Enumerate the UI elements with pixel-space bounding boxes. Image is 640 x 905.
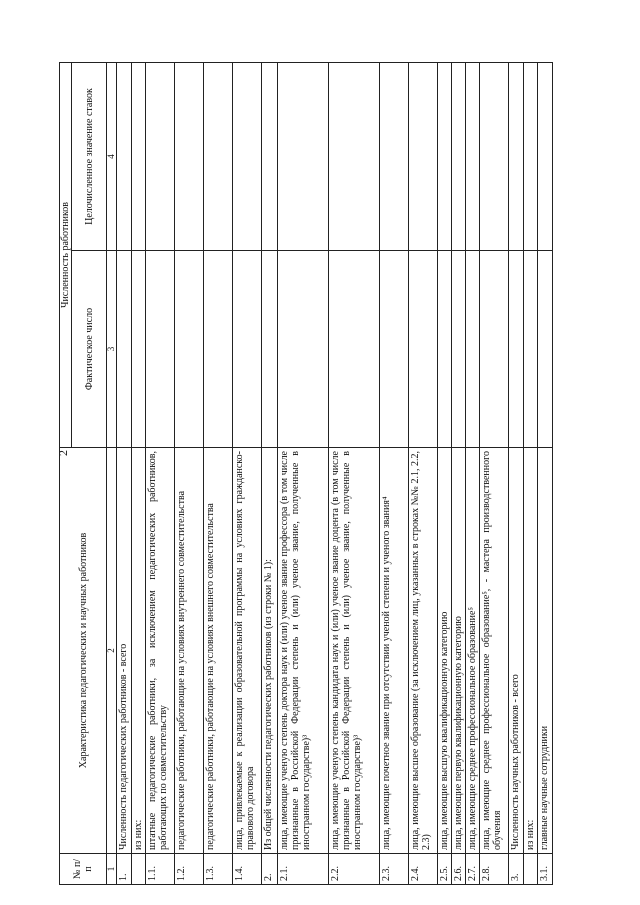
row-actual-count xyxy=(262,251,278,448)
column-numbers-row xyxy=(107,63,117,885)
row-characteristic: Численность научных работников - всего xyxy=(509,448,524,854)
row-characteristic: лица, имеющие почетное звание при отсутствии ученой степени и ученого звания⁴ xyxy=(380,448,409,854)
table-row xyxy=(509,63,524,885)
row-actual-count xyxy=(204,251,233,448)
row-fte-count xyxy=(278,63,329,251)
header-row xyxy=(60,63,72,885)
row-actual-count xyxy=(509,251,524,448)
row-characteristic: лица, имеющие среднее профессиональное образование⁵, - мастера производственного обучения xyxy=(480,448,509,854)
row-number: 2. xyxy=(262,854,278,885)
table-row xyxy=(117,63,132,885)
row-fte-count xyxy=(466,63,480,251)
row-characteristic: педагогические работники, работающие на условиях внешнего совместительства xyxy=(204,448,233,854)
row-fte-count xyxy=(380,63,409,251)
row-number: 2.5. xyxy=(438,854,452,885)
row-fte-count xyxy=(233,63,262,251)
table-row xyxy=(146,63,175,885)
col-number: 2 xyxy=(107,448,117,854)
staff-table xyxy=(59,62,553,885)
table-row xyxy=(438,63,452,885)
row-number xyxy=(524,854,538,885)
row-fte-count xyxy=(175,63,204,251)
row-characteristic: главные научные сотрудники xyxy=(538,448,553,854)
row-characteristic: лица, имеющие высшую квалификационную категорию xyxy=(438,448,452,854)
row-fte-count xyxy=(146,63,175,251)
row-characteristic: лица, имеющие первую квалификационную категорию xyxy=(452,448,466,854)
row-actual-count xyxy=(452,251,466,448)
row-characteristic: из них: xyxy=(132,448,146,854)
row-fte-count xyxy=(509,63,524,251)
table-row xyxy=(538,63,553,885)
row-characteristic: Численность педагогических работников - всего xyxy=(117,448,132,854)
row-number: 2.8. xyxy=(480,854,509,885)
table-row xyxy=(329,63,380,885)
row-characteristic: Из общей численности педагогических работников (из строки № 1): xyxy=(262,448,278,854)
table-row xyxy=(480,63,509,885)
row-actual-count xyxy=(329,251,380,448)
row-actual-count xyxy=(146,251,175,448)
table-row xyxy=(409,63,438,885)
row-characteristic: лица, имеющие среднее профессиональное образование⁵ xyxy=(466,448,480,854)
header-fte: Целочисленное значение ставок xyxy=(72,63,107,251)
row-characteristic: из них: xyxy=(524,448,538,854)
table-row xyxy=(466,63,480,885)
row-actual-count xyxy=(480,251,509,448)
row-actual-count xyxy=(233,251,262,448)
row-number: 2.2. xyxy=(329,854,380,885)
row-number: 2.1. xyxy=(278,854,329,885)
row-number: 1.4. xyxy=(233,854,262,885)
row-number: 1. xyxy=(117,854,132,885)
page-number: 2 xyxy=(56,450,70,456)
row-fte-count xyxy=(524,63,538,251)
table-row xyxy=(132,63,146,885)
row-fte-count xyxy=(262,63,278,251)
row-characteristic: лица, имеющие ученую степень кандидата наук и (или) ученое звание доцента (в том числе признанные в Российской Федерации степень и (или) ученое звание, полученные в иностранном государстве)³ xyxy=(329,448,380,854)
header-characteristic: Характеристика педагогических и научных работников xyxy=(60,448,107,854)
table-row xyxy=(452,63,466,885)
row-actual-count xyxy=(117,251,132,448)
col-number: 3 xyxy=(107,251,117,448)
row-fte-count xyxy=(438,63,452,251)
row-actual-count xyxy=(466,251,480,448)
table-row xyxy=(204,63,233,885)
row-fte-count xyxy=(329,63,380,251)
row-fte-count xyxy=(480,63,509,251)
row-fte-count xyxy=(409,63,438,251)
row-fte-count xyxy=(204,63,233,251)
row-number: 1.3. xyxy=(204,854,233,885)
row-number xyxy=(132,854,146,885)
row-number: 2.4. xyxy=(409,854,438,885)
row-number: 1.2. xyxy=(175,854,204,885)
header-no: № п/п xyxy=(60,854,107,885)
table-row xyxy=(380,63,409,885)
table-row xyxy=(175,63,204,885)
row-actual-count xyxy=(278,251,329,448)
row-fte-count xyxy=(452,63,466,251)
row-actual-count xyxy=(380,251,409,448)
row-actual-count xyxy=(409,251,438,448)
row-number: 3. xyxy=(509,854,524,885)
header-staff-group: Численность работников xyxy=(60,63,72,448)
table-row xyxy=(278,63,329,885)
row-number: 1.1. xyxy=(146,854,175,885)
table-row xyxy=(524,63,538,885)
row-characteristic: лица, имеющие ученую степень доктора наук и (или) ученое звание профессора (в том числе признанные в Российской Федерации степень и (или) ученое звание, полученные в иностранном государстве)³ xyxy=(278,448,329,854)
row-actual-count xyxy=(538,251,553,448)
row-characteristic: лица, привлекаемые к реализации образовательной программы на условиях гражданско-правового договора xyxy=(233,448,262,854)
row-actual-count xyxy=(175,251,204,448)
row-actual-count xyxy=(524,251,538,448)
row-fte-count xyxy=(132,63,146,251)
row-number: 2.3. xyxy=(380,854,409,885)
table-row xyxy=(233,63,262,885)
table-row xyxy=(262,63,278,885)
row-fte-count xyxy=(117,63,132,251)
row-actual-count xyxy=(132,251,146,448)
row-fte-count xyxy=(538,63,553,251)
col-number: 4 xyxy=(107,63,117,251)
header-actual: Фактическое число xyxy=(72,251,107,448)
row-characteristic: лица, имеющие высшее образование (за исключением лиц, указанных в строках №№ 2.1, 2.2, 2.3) xyxy=(409,448,438,854)
row-number: 3.1. xyxy=(538,854,553,885)
row-characteristic: штатные педагогические работники, за исключением педагогических работников, работающих по совместительству xyxy=(146,448,175,854)
row-number: 2.7. xyxy=(466,854,480,885)
col-number: 1 xyxy=(107,854,117,885)
row-number: 2.6. xyxy=(452,854,466,885)
row-characteristic: педагогические работники, работающие на условиях внутреннего совместительства xyxy=(175,448,204,854)
row-actual-count xyxy=(438,251,452,448)
